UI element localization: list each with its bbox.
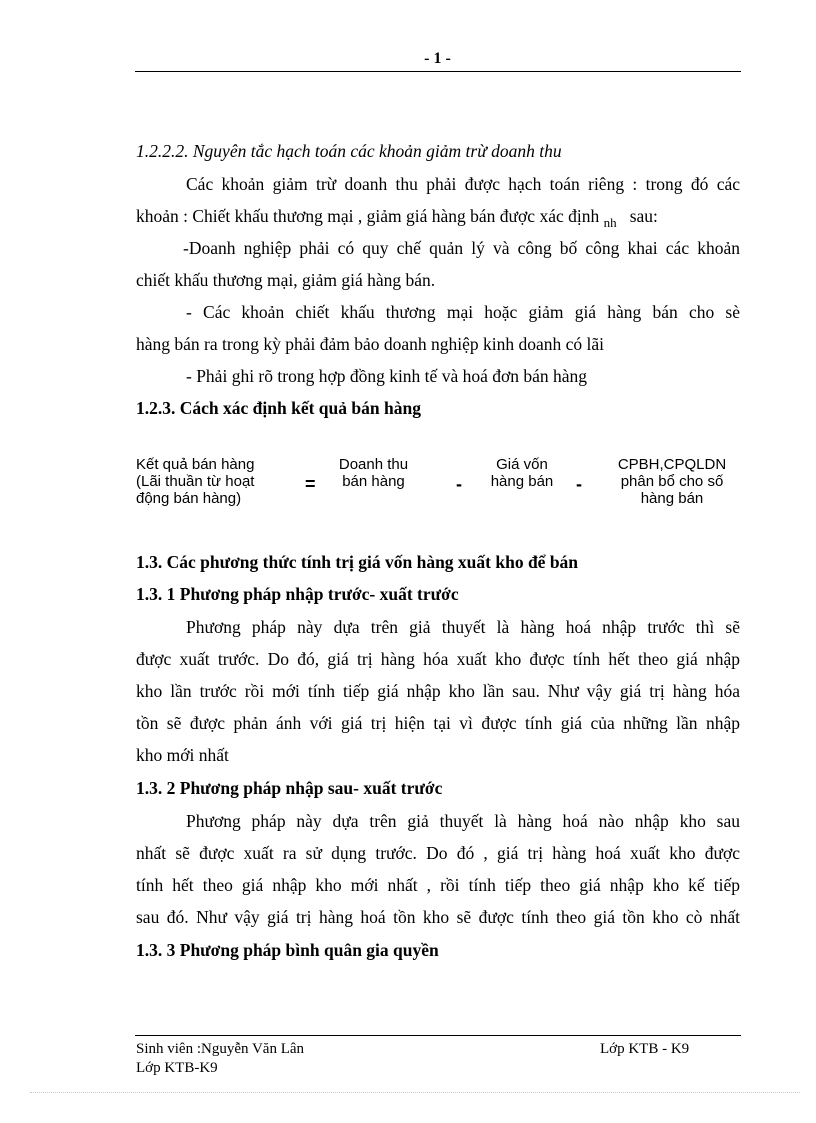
para6-line2: nhất sẽ được xuất ra sử dụng trước. Do đó , giá trị hàng hoá xuất kho được: [136, 843, 740, 863]
para2-line1: -Doanh nghiệp phải có quy chế quản lý và công bố công khai các khoản: [183, 238, 740, 258]
section-heading-1-2-2-2: 1.2.2.2. Nguyên tắc hạch toán các khoản giảm trừ doanh thu: [136, 141, 562, 161]
para3-line2: hàng bán ra trong kỳ phải đảm bảo doanh nghiệp kinh doanh có lãi: [136, 334, 605, 354]
para1-line1: Các khoản giảm trừ doanh thu phải được hạch toán riêng : trong đó các: [186, 174, 740, 194]
para5-line3: kho lần trước rồi mới tính tiếp giá nhập kho lần sau. Như vậy giá trị hàng hóa: [136, 681, 740, 701]
para1-line2: [136, 205, 740, 229]
heading-1-3-2: 1.3. 2 Phương pháp nhập sau- xuất trước: [136, 778, 443, 798]
para6-line4: sau đó. Như vậy giá trị hàng hoá tồn kho sẽ được tính theo giá tồn kho cò nhất: [136, 907, 740, 927]
para1-line2-tail: sau:: [629, 206, 658, 226]
para5-line1: Phương pháp này dựa trên giả thuyết là hàng hoá nhập trước thì sẽ: [186, 617, 740, 637]
heading-1-2-3: 1.2.3. Cách xác định kết quả bán hàng: [136, 398, 421, 418]
formula-equals: =: [305, 474, 316, 494]
formula-result: [136, 456, 276, 507]
page-bottom-dotted-line: [30, 1092, 800, 1093]
formula-revenue-line2: bán hàng: [342, 473, 405, 490]
para5-line4: tồn sẽ được phản ánh với giá trị hiện tại vì được tính giá của những lần nhập: [136, 713, 740, 733]
formula-expenses-line1: CPBH,CPQLDN: [617, 456, 727, 473]
formula-minus-2: -: [576, 474, 582, 494]
profit-formula: [136, 456, 740, 516]
formula-revenue: [326, 456, 421, 490]
formula-cogs-line2: hàng bán: [490, 473, 554, 490]
para3-line1: - Các khoản chiết khấu thương mại hoặc giảm giá hàng bán cho sè: [186, 302, 740, 322]
formula-minus-1: -: [456, 474, 462, 494]
formula-expenses: [604, 456, 740, 507]
formula-cogs: [481, 456, 563, 490]
para1-line2-sub: nh: [603, 215, 617, 230]
para5-line2: được xuất trước. Do đó, giá trị hàng hóa xuất kho được tính hết theo giá nhập: [136, 649, 740, 669]
para1-line2-text: khoản : Chiết khấu thương mại , giảm giá hàng bán được xác định: [136, 206, 600, 226]
footer-student: Sinh viên :Nguyễn Văn Lân: [136, 1041, 305, 1057]
footer-class-right: Lớp KTB - K9: [600, 1041, 690, 1057]
heading-1-3: 1.3. Các phương thức tính trị giá vốn hàng xuất kho để bán: [136, 552, 579, 572]
heading-1-3-1: 1.3. 1 Phương pháp nhập trước- xuất trước: [136, 584, 459, 604]
para4-line1: - Phải ghi rõ trong hợp đồng kinh tế và hoá đơn bán hàng: [186, 366, 588, 386]
footer-class-left: Lớp KTB-K9: [136, 1060, 218, 1076]
para6-line1: Phương pháp này dựa trên giả thuyết là hàng hoá nào nhập kho sau: [186, 811, 740, 831]
heading-1-3-3: 1.3. 3 Phương pháp bình quân gia quyền: [136, 940, 439, 960]
formula-result-line1: Kết quả bán hàng: [136, 456, 255, 473]
formula-result-line2: (Lãi thuần từ hoạt: [136, 473, 255, 490]
formula-expenses-line3: hàng bán: [640, 490, 704, 507]
para6-line3: tính hết theo giá nhập kho mới nhất , rồi tính tiếp theo giá nhập kho kế tiếp: [136, 875, 740, 895]
formula-revenue-line1: Doanh thu: [338, 456, 409, 473]
formula-expenses-line2: phân bổ cho số: [620, 473, 724, 490]
formula-cogs-line1: Giá vốn: [496, 456, 548, 473]
para5-line5: kho mới nhất: [136, 745, 229, 765]
page-number: - 1 -: [424, 50, 451, 67]
para2-line2: chiết khấu thương mại, giảm giá hàng bán.: [136, 270, 436, 290]
footer-rule: [135, 1035, 741, 1036]
header-rule: [135, 71, 741, 72]
formula-result-line3: động bán hàng): [136, 490, 242, 507]
